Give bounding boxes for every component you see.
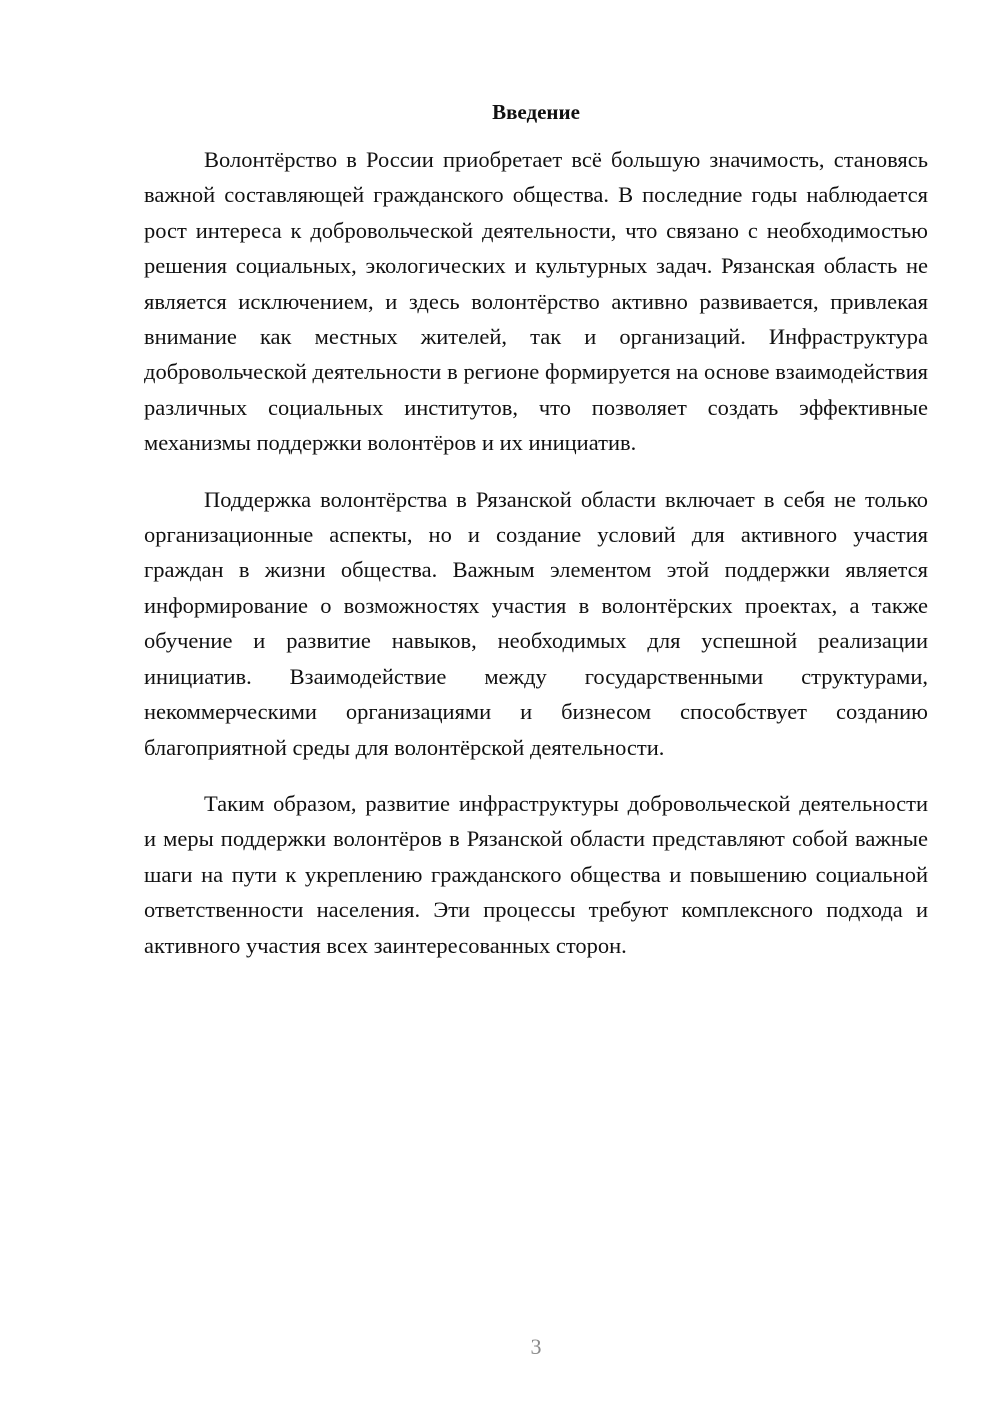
paragraph-2: Поддержка волонтёрства в Рязанской области включает в себя не только организационные аспекты, но и создание условий для активного участия граждан в жизни общества. Важным элементом этой поддержки является информирование о возможностях участия в волонтёрских проектах, а также обучение и развитие навыков, необходимых для успешной реализации инициатив. Взаимодействие между государственными структурами, некоммерческими организациями и бизнесом способствует созданию благоприятной среды для волонтёрской деятельности. [144, 486, 928, 760]
page-number: 3 [530, 1334, 542, 1359]
page-body [144, 97, 928, 984]
paragraph-3: Таким образом, развитие инфраструктуры добровольческой деятельности и меры поддержки волонтёров в Рязанской области представляют собой важные шаги на пути к укреплению гражданского общества и повышению социальной ответственности населения. Эти процессы требуют комплексного подхода и активного участия всех заинтересованных сторон. [144, 790, 928, 958]
paragraph-1: Волонтёрство в России приобретает всё большую значимость, становясь важной составляющей гражданского общества. В последние годы наблюдается рост интереса к добровольческой деятельности, что связано с необходимостью решения социальных, экологических и культурных задач. Рязанская область не является исключением, и здесь волонтёрство активно развивается, привлекая внимание как местных жителей, так и организаций. Инфраструктура добровольческой деятельности в регионе формируется на основе взаимодействия различных социальных институтов, что позволяет создать эффективные механизмы поддержки волонтёров и их инициатив. [144, 147, 928, 456]
section-heading: Введение [492, 100, 580, 124]
